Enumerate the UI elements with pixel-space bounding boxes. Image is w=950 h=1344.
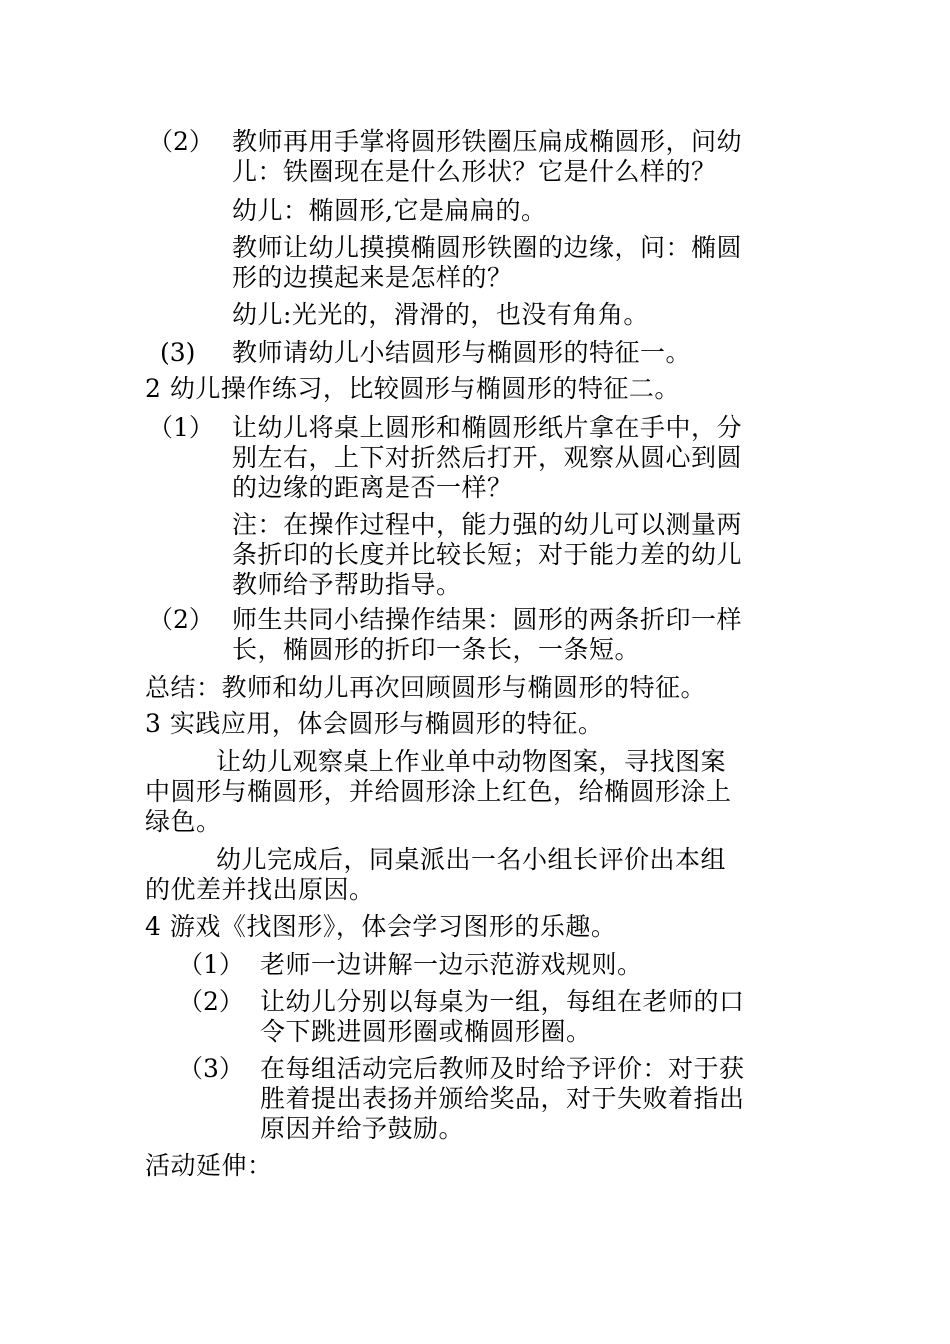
section-heading: 活动延伸： — [145, 1151, 273, 1180]
text-line: 条折印的长度并比较长短；对于能力差的幼儿 — [232, 540, 743, 569]
text-line: 教师给予帮助指导。 — [232, 570, 462, 599]
text-line: 的优差并找出原因。 — [145, 875, 375, 904]
text-line: 教师再用手掌将圆形铁圈压扁成椭圆形，问幼 — [232, 127, 743, 156]
item-number: （1） — [148, 413, 214, 442]
item-number: （1） — [178, 950, 244, 979]
text-line: 让幼儿将桌上圆形和椭圆形纸片拿在手中，分 — [232, 413, 743, 442]
section-heading: 2 幼儿操作练习，比较圆形与椭圆形的特征二。 — [145, 374, 680, 403]
item-number: (3) — [160, 338, 196, 367]
summary-line: 总结：教师和幼儿再次回顾圆形与椭圆形的特征。 — [145, 673, 707, 702]
text-line: 让幼儿观察桌上作业单中动物图案，寻找图案 — [216, 747, 727, 776]
item-number: （2） — [148, 127, 214, 156]
text-line: 形的边摸起来是怎样的？ — [232, 263, 513, 292]
item-number: （2） — [178, 987, 244, 1016]
text-line: 幼儿：椭圆形,它是扁扁的。 — [232, 196, 547, 225]
item-number: （3） — [178, 1054, 244, 1083]
text-line: 师生共同小结操作结果：圆形的两条折印一样 — [232, 605, 743, 634]
text-line: 胜着提出表扬并颁给奖品，对于失败着指出 — [260, 1084, 745, 1113]
text-line: 原因并给予鼓励。 — [260, 1114, 465, 1143]
text-line: 绿色。 — [145, 807, 222, 836]
section-heading: 3 实践应用，体会圆形与椭圆形的特征。 — [145, 709, 604, 738]
text-line: 中圆形与椭圆形，并给圆形涂上红色，给椭圆形涂上 — [145, 777, 732, 806]
item-number: （2） — [148, 605, 214, 634]
text-line: 幼儿:光光的，滑滑的，也没有角角。 — [232, 300, 649, 329]
text-line: 教师让幼儿摸摸椭圆形铁圈的边缘，问：椭圆 — [232, 233, 743, 262]
text-line: 让幼儿分别以每桌为一组，每组在老师的口 — [260, 987, 745, 1016]
section-heading: 4 游戏《找图形》，体会学习图形的乐趣。 — [145, 912, 617, 941]
text-line: 儿：铁圈现在是什么形状？它是什么样的？ — [232, 157, 717, 186]
text-line: 别左右，上下对折然后打开，观察从圆心到圆 — [232, 443, 743, 472]
text-line: 注：在操作过程中，能力强的幼儿可以测量两 — [232, 510, 743, 539]
text-line: 长，椭圆形的折印一条长，一条短。 — [232, 635, 641, 664]
text-line: 的边缘的距离是否一样？ — [232, 473, 513, 502]
text-line: 令下跳进圆形圈或椭圆形圈。 — [260, 1017, 592, 1046]
text-line: 幼儿完成后，同桌派出一名小组长评价出本组 — [216, 845, 727, 874]
text-line: 在每组活动完后教师及时给予评价：对于获 — [260, 1054, 745, 1083]
text-line: 教师请幼儿小结圆形与椭圆形的特征一。 — [232, 338, 692, 367]
text-line: 老师一边讲解一边示范游戏规则。 — [260, 950, 643, 979]
